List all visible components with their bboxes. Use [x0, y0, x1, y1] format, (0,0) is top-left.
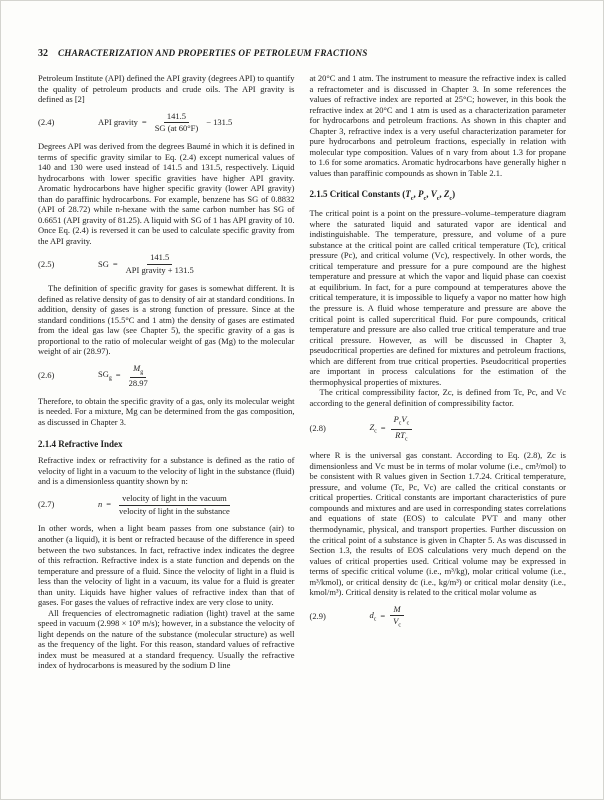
fraction-denominator: 28.97: [128, 378, 148, 389]
equation-body: [98, 494, 234, 517]
paragraph: Petroleum Institute (API) defined the API gravity (degrees API) to quantify the quality of petroleum products and crude oils. The API gravity is defined as [2]: [38, 73, 295, 105]
paragraph: Refractive index or refractivity for a substance is defined as the ratio of velocity of light in a vacuum to the velocity of light in the substance (fluid) and is a dimensionless quantity shown by n:: [38, 455, 295, 487]
two-column-layout: [38, 73, 566, 671]
fraction: [123, 253, 197, 276]
paragraph: Therefore, to obtain the specific gravity of a gas, only its molecular weight is needed. For a mixture, Mg can be determined from the gas composition, as discussed in Chapter 3.: [38, 395, 295, 427]
equation-number: (2.7): [38, 499, 55, 510]
equation-lhs: n: [98, 499, 103, 510]
fraction-numerator: M: [390, 605, 403, 617]
equation-2-5: [38, 253, 295, 276]
equals-sign: =: [112, 258, 118, 269]
equation-2-8: [310, 415, 567, 443]
fraction: [390, 605, 404, 630]
fraction: [391, 415, 413, 443]
equation-body: [98, 112, 232, 135]
equation-body: [98, 253, 198, 276]
fraction-numerator: 141.5: [164, 112, 189, 124]
paragraph: In other words, when a light beam passes from one substance (air) to another (a liquid), it is bent or refracted because of the difference in speed between the two substances. In fact, refractive index indicates the degree of this refraction. Refractive index is a state function and depends on the temperature and pressure of a fluid. Since the velocity of light in a fluid is less than the velocity of light in a vacuum, its value for a fluid is greater than unity. Liquids have higher values of refractive index than that of gases. For gases the values of refractive index are very close to unity.: [38, 523, 295, 608]
fraction-denominator: API gravity + 131.5: [125, 265, 194, 276]
right-column: [310, 73, 567, 671]
paragraph: The critical compressibility factor, Zc, is defined from Tc, Pc, and Vc according to the general definition of compressibility factor.: [309, 387, 566, 408]
left-column: [38, 73, 295, 671]
equals-sign: =: [380, 611, 386, 622]
equation-lhs: SG: [98, 258, 109, 269]
running-head: [38, 48, 566, 59]
equation-number: (2.9): [309, 611, 326, 622]
equation-lhs: API gravity: [98, 116, 138, 127]
equation-2-4: [38, 112, 295, 135]
equals-sign: =: [141, 116, 147, 127]
equation-number: (2.8): [309, 423, 326, 434]
equation-body: [370, 605, 405, 630]
fraction: [152, 112, 202, 135]
equation-body: [370, 415, 414, 443]
equation-lhs: $d_c$: [369, 610, 377, 623]
fraction-numerator: velocity of light in the vacuum: [119, 494, 230, 506]
paragraph: at 20°C and 1 atm. The instrument to measure the refractive index is called a refractometer and is discussed in Chapter 3. In some references the values of refractive index are reported at 25°C; however, in this book the refractive index at 20°C and 1 atm is used as a characterization parameter for hydrocarbons and petroleum fractions. As shown in this chapter and Chapter 3, refractive index is a very useful characterization parameter for pure hydrocarbons and petroleum fractions, especially in relation with molecular type composition. Values of n vary from about 1.3 for propane to 1.6 for some aromatics. Aromatic hydrocarbons have generally higher n values than paraffinic compounds as shown in Table 2.1.: [309, 73, 566, 178]
equals-sign: =: [380, 423, 386, 434]
section-heading-2-1-4: 2.1.4 Refractive Index: [38, 438, 123, 449]
equation-body: [98, 364, 152, 389]
fraction: [116, 494, 233, 517]
fraction-denominator: velocity of light in the substance: [119, 505, 230, 516]
page-number: 32: [38, 48, 48, 59]
paragraph: All frequencies of electromagnetic radiation (light) travel at the same speed in vacuum (2.998 × 10⁸ m/s); however, in a substance the velocity of light depends on the nature of the substance (molecular structure) as well as the frequency of the light. For this reason, standard values of refractive index must be measured at a standard frequency. Usually the refractive index of hydrocarbons is measured by the sodium D line: [38, 607, 295, 671]
section-heading-2-1-5: 2.1.5 Critical Constants ($T_c$, $P_c$, $V_c$, $Z_c$): [309, 189, 456, 203]
running-title: CHARACTERIZATION AND PROPERTIES OF PETROLEUM FRACTIONS: [58, 48, 368, 58]
equation-number: (2.5): [38, 258, 55, 269]
fraction-denominator: $RT_c$: [395, 429, 408, 443]
equation-2-7: [38, 494, 295, 517]
fraction-numerator: 141.5: [147, 253, 172, 265]
equals-sign: =: [106, 499, 112, 510]
paragraph: where R is the universal gas constant. According to Eq. (2.8), Zc is dimensionless and Vc must be in terms of molar volume (i.e., cm³/mol) to be consistent with R values given in Section 1.7.24. Critical temperature, pressure, and volume (Tc, Pc, Vc) are called the critical constants or critical properties. Critical constants are important characteristics of pure compounds and mixtures and are used in corresponding states correlations and equations of state (EOS) to calculate PVT and many other thermodynamic, physical, and transport properties. Further discussion on the critical point of a substance is given in Chapter 5. As was discussed in Section 1.3, the results of EOS calculations very much depend on the values of critical properties used. Critical volume may be expressed in terms of specific critical volume (i.e., m³/kg), molar critical volume (i.e., m³/kmol), or critical density dc (i.e., kg/m³) or critical molar density (i.e., kmol/m³). Critical density is related to the critical molar volume as: [309, 450, 566, 598]
equals-sign: =: [115, 370, 121, 381]
paragraph: The definition of specific gravity for gases is somewhat different. It is defined as relative density of gas to density of air at standard conditions. In addition, density of gases is a strong function of pressure. Since at the standard conditions (15.5°C and 1 atm) the density of gases are estimated from the ideal gas law (see Chapter 5), the specific gravity of a gas is proportional to the ratio of molecular weight of gas (Mg) to the molecular weight of air (28.97).: [38, 282, 295, 357]
fraction-denominator: $V_c$: [393, 616, 401, 630]
fraction-denominator: SG (at 60°F): [154, 123, 199, 134]
equation-lhs: $SG_g$: [98, 369, 112, 382]
equation-tail: − 131.5: [206, 116, 233, 127]
fraction-numerator: $M_g$: [130, 364, 146, 378]
paragraph: Degrees API was derived from the degrees Baumé in which it is defined in terms of specific gravity similar to Eq. (2.4) except numerical values of 140 and 130 were used instead of 141.5 and 131.5, respectively. Liquid hydrocarbons with lower specific gravities have higher API gravity. Aromatic hydrocarbons have higher specific gravity (lower API gravity) than do paraffinic hydrocarbons. For example, benzene has SG of 0.8832 (API of 28.72) while n-hexane with the same carbon number has SG of 0.6651 (API gravity of 81.25). A liquid with SG of 1 has API gravity of 10. Once Eq. (2.4) is reversed it can be used to calculate specific gravity from the API gravity.: [38, 141, 295, 246]
fraction: [126, 364, 151, 389]
equation-2-6: [38, 364, 295, 389]
equation-number: (2.4): [38, 116, 55, 127]
equation-2-9: [310, 605, 567, 630]
equation-lhs: $Z_c$: [369, 422, 377, 435]
fraction-numerator: $P_cV_c$: [391, 415, 413, 429]
paragraph: The critical point is a point on the pressure–volume–temperature diagram where the saturated liquid and saturated vapor are identical and indistinguishable. The temperature, pressure, and volume of a pure substance at the critical point are called critical temperature (Tc), critical pressure (Pc), and critical volume (Vc), respectively. In other words, the critical temperature and pressure for a pure compound are the highest temperature and pressure at which the vapor and liquid phase can coexist at equilibrium. In fact, for a pure compound at temperatures above the critical temperature, it is impossible to liquefy a vapor no matter how high the pressure is. A fluid whose temperature and pressure are above the critical point is called supercritical fluid. For pure compounds, critical temperature and pressure are also called true critical temperature and true critical pressure. However, as will be discussed in Chapter 3, pseudocritical properties are defined for mixtures and petroleum fractions, which are different from true critical properties. Pseudocritical properties are important in process calculations for the estimation of the thermophysical properties of mixtures.: [309, 208, 566, 387]
equation-number: (2.6): [38, 370, 55, 381]
